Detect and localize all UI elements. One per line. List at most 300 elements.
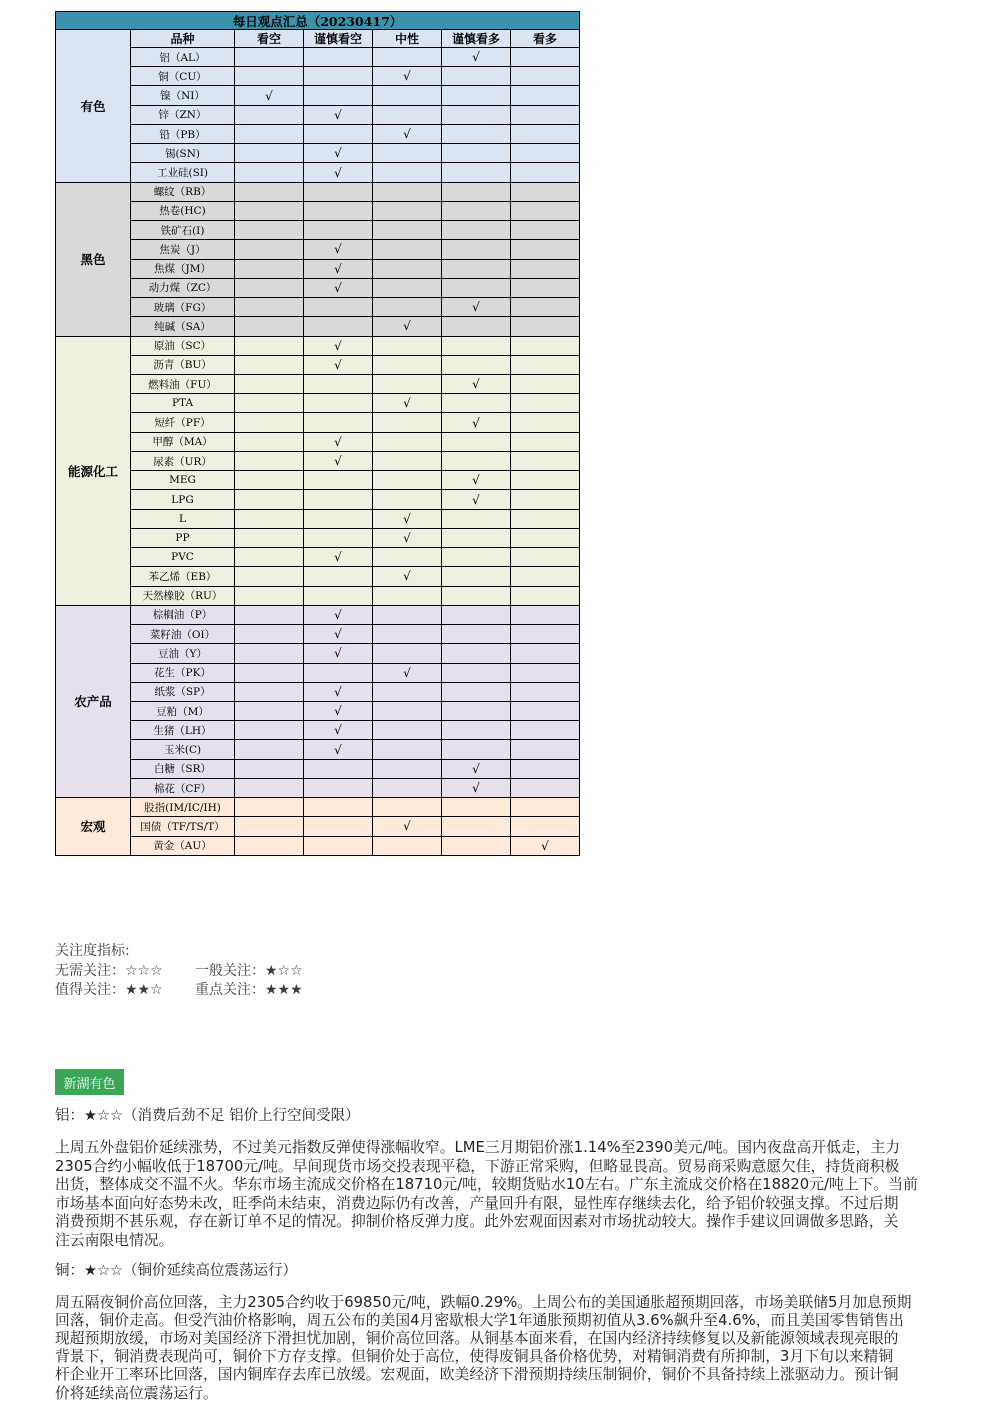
check-mark-icon: √ [472, 781, 480, 796]
view-cell [304, 202, 373, 221]
view-cell [235, 702, 304, 721]
view-cell [442, 779, 511, 798]
view-column-header: 谨慎看多 [442, 30, 511, 48]
view-cell [304, 606, 373, 625]
variety-cell: 豆油（Y） [131, 644, 235, 663]
view-cell [442, 567, 511, 586]
view-cell [511, 298, 580, 317]
view-cell [442, 106, 511, 125]
paragraph-line: 上周五外盘铝价延续涨势，不过美元指数反弹使得涨幅收窄。LME三月期铝价涨1.14%至2390美元/吨。国内夜盘高开低走，主力 [55, 1139, 901, 1156]
view-cell [373, 837, 442, 856]
view-cell [511, 221, 580, 240]
variety-cell: 燃料油（FU） [131, 375, 235, 394]
view-cell [511, 587, 580, 606]
legend-label: 无需关注： [55, 962, 125, 979]
view-column-header: 看多 [511, 30, 580, 48]
view-cell [511, 798, 580, 817]
view-cell [235, 490, 304, 509]
view-cell [442, 548, 511, 567]
view-cell [235, 260, 304, 279]
view-cell [511, 817, 580, 836]
view-cell [235, 817, 304, 836]
view-cell [373, 664, 442, 683]
variety-cell: 棉花（CF） [131, 779, 235, 798]
view-cell [304, 106, 373, 125]
variety-cell: 天然橡胶（RU） [131, 587, 235, 606]
view-cell [511, 413, 580, 432]
view-cell [373, 86, 442, 105]
variety-cell: 白糖（SR） [131, 760, 235, 779]
view-cell [235, 356, 304, 375]
view-cell [304, 664, 373, 683]
view-cell [442, 798, 511, 817]
copper-heading [55, 1262, 935, 1280]
view-cell [511, 625, 580, 644]
view-cell [511, 163, 580, 182]
view-cell [511, 837, 580, 856]
view-cell [304, 644, 373, 663]
legend-grid [55, 962, 455, 1001]
view-cell [235, 452, 304, 471]
heading-note: （消费后劲不足 铝价上行空间受限） [123, 1108, 360, 1124]
view-cell [304, 452, 373, 471]
view-cell [511, 260, 580, 279]
view-cell [235, 837, 304, 856]
view-cell [511, 125, 580, 144]
view-cell [442, 86, 511, 105]
legend-stars: ★★☆ [125, 982, 163, 998]
view-cell [373, 567, 442, 586]
view-cell [373, 529, 442, 548]
check-mark-icon: √ [472, 377, 480, 392]
view-cell [442, 298, 511, 317]
check-mark-icon: √ [403, 511, 411, 526]
view-cell [511, 356, 580, 375]
view-cell [442, 837, 511, 856]
view-cell [235, 625, 304, 644]
view-cell [373, 375, 442, 394]
view-cell [373, 817, 442, 836]
view-cell [442, 510, 511, 529]
check-mark-icon: √ [403, 319, 411, 334]
variety-cell: 铜（CU） [131, 67, 235, 86]
view-cell [235, 240, 304, 259]
category-cell: 宏观 [56, 798, 131, 856]
view-cell [373, 510, 442, 529]
view-cell [235, 67, 304, 86]
aluminium-paragraph [55, 1139, 939, 1250]
check-mark-icon: √ [403, 665, 411, 680]
view-cell [442, 760, 511, 779]
view-cell [235, 86, 304, 105]
variety-cell: PVC [131, 548, 235, 567]
view-cell [442, 683, 511, 702]
view-cell [304, 394, 373, 413]
view-cell [304, 183, 373, 202]
paragraph-line: 出货，整体成交不温不火。华东市场主流成交价格在18710元/吨，较期货贴水10左右。广东主流成交价格在18820元/吨上下。当前 [55, 1176, 918, 1193]
view-cell [373, 798, 442, 817]
view-cell [304, 240, 373, 259]
view-cell [304, 86, 373, 105]
view-cell [235, 163, 304, 182]
variety-cell: 工业硅(SI) [131, 163, 235, 182]
view-cell [442, 317, 511, 336]
paragraph-line: 背景下，铜消费表现尚可，铜价下方存支撑。但铜价处于高位，使得废铜具备价格优势，对精铜消费有所抑制，3月下旬以来精铜 [55, 1348, 894, 1366]
view-cell [373, 337, 442, 356]
check-mark-icon: √ [334, 280, 342, 295]
variety-cell: 菜籽油（OI） [131, 625, 235, 644]
view-cell [511, 683, 580, 702]
view-cell [235, 721, 304, 740]
view-cell [511, 375, 580, 394]
view-cell [304, 279, 373, 298]
view-cell [373, 740, 442, 759]
view-cell [442, 740, 511, 759]
check-mark-icon: √ [541, 838, 549, 853]
variety-cell: PP [131, 529, 235, 548]
view-cell [442, 413, 511, 432]
view-cell [373, 240, 442, 259]
variety-cell: 纸浆（SP） [131, 683, 235, 702]
view-cell [235, 779, 304, 798]
view-cell [304, 413, 373, 432]
check-mark-icon: √ [334, 684, 342, 699]
legend-label: 值得关注： [55, 982, 125, 998]
view-cell [235, 567, 304, 586]
view-cell [442, 587, 511, 606]
heading-label: 铜： [55, 1263, 84, 1279]
paragraph-line: 价将延续高位震荡运行。 [55, 1384, 218, 1402]
check-mark-icon: √ [265, 88, 273, 103]
variety-cell: 生猪（LH） [131, 721, 235, 740]
view-cell [373, 702, 442, 721]
heading-note: （铜价延续高位震荡运行） [123, 1263, 297, 1279]
view-cell [442, 664, 511, 683]
check-mark-icon: √ [472, 300, 480, 315]
view-cell [442, 356, 511, 375]
view-cell [511, 144, 580, 163]
view-cell [304, 721, 373, 740]
view-cell [235, 471, 304, 490]
variety-cell: 尿素（UR） [131, 452, 235, 471]
view-cell [304, 125, 373, 144]
variety-cell: 花生（PK） [131, 664, 235, 683]
variety-cell: 焦炭（J） [131, 240, 235, 259]
variety-cell: 玻璃（FG） [131, 298, 235, 317]
view-cell [511, 567, 580, 586]
variety-cell: 股指(IM/IC/IH) [131, 798, 235, 817]
variety-cell: 锌（ZN） [131, 106, 235, 125]
view-cell [511, 279, 580, 298]
view-cell [235, 548, 304, 567]
check-mark-icon: √ [334, 357, 342, 372]
view-cell [304, 510, 373, 529]
view-cell [373, 279, 442, 298]
view-cell [235, 606, 304, 625]
view-cell [511, 106, 580, 125]
view-cell [235, 106, 304, 125]
view-cell [373, 548, 442, 567]
view-cell [304, 471, 373, 490]
view-cell [442, 529, 511, 548]
view-cell [373, 683, 442, 702]
view-cell [304, 337, 373, 356]
view-cell [442, 452, 511, 471]
view-cell [511, 779, 580, 798]
view-cell [442, 490, 511, 509]
variety-cell: LPG [131, 490, 235, 509]
check-mark-icon: √ [334, 454, 342, 469]
legend-item [195, 981, 395, 1001]
view-cell [442, 606, 511, 625]
view-cell [442, 337, 511, 356]
view-cell [304, 433, 373, 452]
view-cell [373, 125, 442, 144]
view-cell [511, 394, 580, 413]
view-cell [442, 144, 511, 163]
view-cell [511, 202, 580, 221]
legend-stars: ★★★ [265, 982, 303, 998]
view-cell [304, 817, 373, 836]
view-cell [304, 356, 373, 375]
view-cell [373, 644, 442, 663]
legend-title: 关注度指标: [55, 943, 130, 959]
view-cell [235, 48, 304, 67]
view-cell [442, 183, 511, 202]
view-cell [442, 221, 511, 240]
view-cell [304, 221, 373, 240]
attention-legend [55, 942, 455, 1001]
view-cell [304, 740, 373, 759]
check-mark-icon: √ [472, 761, 480, 776]
view-cell [373, 625, 442, 644]
check-mark-icon: √ [334, 723, 342, 738]
view-cell [442, 279, 511, 298]
view-cell [511, 471, 580, 490]
view-cell [304, 837, 373, 856]
view-cell [235, 683, 304, 702]
variety-cell: 动力煤（ZC） [131, 279, 235, 298]
check-mark-icon: √ [334, 646, 342, 661]
legend-item [195, 962, 395, 982]
view-cell [373, 221, 442, 240]
paragraph-line: 市场基本面向好态势未改，旺季尚未结束，消费边际仍有改善，产量回升有限，显性库存继续去化，给予铝价较强支撑。不过后期 [55, 1194, 899, 1212]
check-mark-icon: √ [334, 550, 342, 565]
view-cell [304, 529, 373, 548]
variety-cell: 铁矿石(I) [131, 221, 235, 240]
view-cell [511, 433, 580, 452]
view-cell [304, 683, 373, 702]
view-cell [304, 702, 373, 721]
check-mark-icon: √ [472, 415, 480, 430]
view-cell [304, 760, 373, 779]
view-cell [235, 298, 304, 317]
check-mark-icon: √ [334, 146, 342, 161]
view-cell [442, 163, 511, 182]
legend-label: 重点关注： [195, 982, 265, 998]
legend-item [55, 981, 195, 1001]
check-mark-icon: √ [334, 607, 342, 622]
check-mark-icon: √ [334, 242, 342, 257]
view-cell [373, 490, 442, 509]
view-cell [373, 587, 442, 606]
view-cell [304, 144, 373, 163]
view-cell [235, 760, 304, 779]
variety-cell: 棕榈油（P） [131, 606, 235, 625]
copper-paragraph [55, 1294, 939, 1403]
view-cell [442, 644, 511, 663]
view-cell [442, 721, 511, 740]
section-tag: 新湖有色 [55, 1069, 124, 1095]
view-cell [511, 510, 580, 529]
view-cell [373, 413, 442, 432]
paragraph-line: 2305合约小幅收低于18700元/吨。早间现货市场交投表现平稳，下游正常采购，但略显畏高。贸易商采购意愿欠佳，持货商积极 [55, 1157, 900, 1175]
view-cell [235, 125, 304, 144]
check-mark-icon: √ [472, 492, 480, 507]
variety-cell: 镍（NI） [131, 86, 235, 105]
check-mark-icon: √ [403, 127, 411, 142]
check-mark-icon: √ [334, 742, 342, 757]
view-cell [304, 67, 373, 86]
view-cell [511, 529, 580, 548]
view-cell [511, 548, 580, 567]
view-cell [442, 817, 511, 836]
view-cell [373, 721, 442, 740]
view-cell [373, 471, 442, 490]
view-cell [373, 48, 442, 67]
view-cell [442, 394, 511, 413]
check-mark-icon: √ [403, 396, 411, 411]
view-cell [304, 548, 373, 567]
view-cell [442, 125, 511, 144]
view-cell [235, 587, 304, 606]
table-title: 每日观点汇总（20230417） [56, 12, 580, 30]
heading-label: 铝： [55, 1108, 84, 1124]
view-cell [373, 260, 442, 279]
view-cell [442, 260, 511, 279]
view-cell [235, 221, 304, 240]
heading-stars: ★☆☆ [84, 1108, 123, 1124]
view-cell [304, 298, 373, 317]
variety-cell: 锡(SN) [131, 144, 235, 163]
view-cell [304, 48, 373, 67]
view-cell [373, 394, 442, 413]
legend-stars: ★☆☆ [265, 962, 303, 979]
paragraph-line: 消费预期不甚乐观，存在新订单不足的情况。抑制价格反弹力度。此外宏观面因素对市场扰动较大。操作手建议回调做多思路，关 [55, 1213, 899, 1230]
view-column-header: 中性 [373, 30, 442, 48]
view-cell [304, 490, 373, 509]
view-cell [511, 86, 580, 105]
category-cell: 能源化工 [56, 337, 131, 606]
variety-cell: PTA [131, 394, 235, 413]
legend-stars: ☆☆☆ [125, 962, 163, 979]
daily-views-table [55, 11, 580, 856]
view-cell [304, 375, 373, 394]
view-cell [442, 240, 511, 259]
view-cell [373, 183, 442, 202]
variety-cell: 铝（AL） [131, 48, 235, 67]
variety-column-header: 品种 [131, 30, 235, 48]
variety-cell: L [131, 510, 235, 529]
paragraph-line: 现超预期放缓，市场对美国经济下滑担忧加剧，铜价高位回落。从铜基本面来看，在国内经济持续修复以及新能源领域表现亮眼的 [55, 1329, 899, 1347]
view-cell [442, 48, 511, 67]
view-cell [235, 144, 304, 163]
legend-item [55, 962, 195, 982]
view-cell [373, 779, 442, 798]
paragraph-line: 周五隔夜铜价高位回落，主力2305合约收于69850元/吨，跌幅0.29%。上周公布的美国通胀超预期回落，市场美联储5月加息预期 [55, 1293, 912, 1311]
view-cell [235, 644, 304, 663]
variety-cell: 纯碱（SA） [131, 317, 235, 336]
view-cell [235, 740, 304, 759]
category-cell: 有色 [56, 30, 131, 183]
variety-cell: 沥青（BU） [131, 356, 235, 375]
view-cell [235, 529, 304, 548]
check-mark-icon: √ [334, 704, 342, 719]
view-cell [235, 413, 304, 432]
view-cell [373, 144, 442, 163]
view-cell [235, 433, 304, 452]
view-cell [511, 664, 580, 683]
view-cell [442, 625, 511, 644]
view-cell [373, 202, 442, 221]
aluminium-heading [55, 1107, 935, 1125]
view-cell [235, 394, 304, 413]
view-cell [235, 510, 304, 529]
variety-cell: 铅（PB） [131, 125, 235, 144]
check-mark-icon: √ [334, 165, 342, 180]
variety-cell: 短纤（PF） [131, 413, 235, 432]
view-cell [511, 317, 580, 336]
view-cell [373, 356, 442, 375]
view-cell [511, 337, 580, 356]
view-cell [511, 644, 580, 663]
view-cell [511, 183, 580, 202]
view-cell [304, 798, 373, 817]
view-cell [511, 740, 580, 759]
view-cell [373, 452, 442, 471]
variety-cell: 焦煤（JM） [131, 260, 235, 279]
paragraph-line: 杆企业开工率环比回落，国内铜库存去库已放缓。宏观面，欧美经济下滑预期持续压制铜价，铜价不具备持续上涨驱动力。预计铜 [55, 1366, 899, 1384]
view-cell [235, 202, 304, 221]
view-cell [373, 106, 442, 125]
view-cell [442, 471, 511, 490]
view-cell [373, 606, 442, 625]
view-cell [304, 625, 373, 644]
variety-cell: 玉米(C) [131, 740, 235, 759]
view-cell [511, 702, 580, 721]
check-mark-icon: √ [334, 338, 342, 353]
view-cell [373, 317, 442, 336]
category-cell: 农产品 [56, 606, 131, 798]
view-cell [373, 298, 442, 317]
paragraph-line: 注云南限电情况。 [55, 1231, 174, 1249]
variety-cell: 原油（SC） [131, 337, 235, 356]
check-mark-icon: √ [403, 530, 411, 545]
view-cell [304, 163, 373, 182]
legend-label: 一般关注： [195, 962, 265, 979]
heading-stars: ★☆☆ [84, 1263, 123, 1279]
view-cell [442, 202, 511, 221]
check-mark-icon: √ [334, 627, 342, 642]
view-cell [373, 760, 442, 779]
check-mark-icon: √ [472, 473, 480, 488]
view-cell [511, 48, 580, 67]
variety-cell: MEG [131, 471, 235, 490]
view-cell [511, 490, 580, 509]
variety-cell: 黄金（AU） [131, 837, 235, 856]
check-mark-icon: √ [334, 107, 342, 122]
paragraph-line: 回落，铜价走高。但受汽油价格影响，周五公布的美国4月密歇根大学1年通胀预期初值从3.6%飙升至4.6%，而且美国零售销售出 [55, 1311, 904, 1329]
